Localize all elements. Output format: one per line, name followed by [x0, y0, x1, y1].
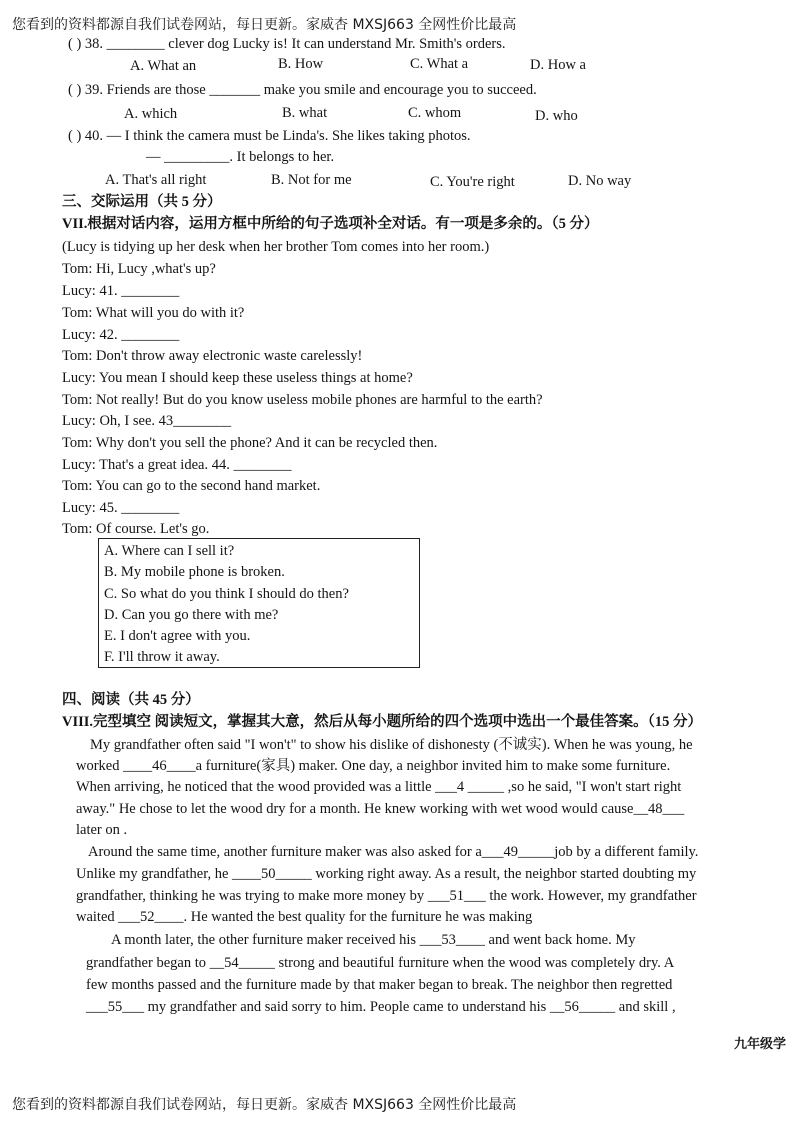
q39-stem: ( ) 39. Friends are those _______ make you smile and encourage you to succeed.: [68, 82, 537, 98]
options-box: [98, 538, 420, 668]
passage-line: Unlike my grandfather, he ____50_____ working right away. As a result, the neighbor started doubting my: [76, 866, 697, 882]
dialogue-line: Lucy: Oh, I see. 43________: [62, 413, 232, 429]
passage-line: waited ___52____. He wanted the best quality for the furniture he was making: [76, 909, 533, 925]
grade-tag: 九年级学: [733, 1037, 786, 1052]
box-option-b: B. My mobile phone is broken.: [104, 564, 285, 580]
passage-line: A month later, the other furniture maker received his ___53____ and went back home. My: [111, 932, 636, 948]
box-option-c: C. So what do you think I should do then?: [104, 586, 349, 602]
passage-line: grandfather, thinking he was trying to make more money by ___51___ the work. However, my grandfather: [76, 888, 697, 904]
q39-option-b: B. what: [282, 105, 328, 121]
bottom-banner: 您看到的资料都源自我们试卷网站，每日更新。家威杏 MXSJ663 全网性价比最高: [12, 1097, 517, 1113]
dialogue-line: Tom: Not really! But do you know useless mobile phones are harmful to the earth?: [62, 392, 543, 408]
box-option-d: D. Can you go there with me?: [104, 607, 279, 623]
dialogue-line: Lucy: That's a great idea. 44. ________: [62, 457, 292, 473]
q38-option-b: B. How: [278, 56, 324, 72]
q40-stem: ( ) 40. — I think the camera must be Linda's. She likes taking photos.: [68, 128, 471, 144]
top-banner: 您看到的资料都源自我们试卷网站，每日更新。家威杏 MXSJ663 全网性价比最高: [12, 17, 517, 33]
passage-line: Around the same time, another furniture maker was also asked for a___49_____job by a different family.: [88, 844, 699, 860]
dialogue-line: Tom: You can go to the second hand market.: [62, 478, 321, 494]
dialogue-line: Lucy: You mean I should keep these useless things at home?: [62, 370, 413, 386]
dialogue-line: Lucy: 42. ________: [62, 327, 180, 343]
box-option-f: F. I'll throw it away.: [104, 649, 220, 665]
section-7-context: (Lucy is tidying up her desk when her brother Tom comes into her room.): [62, 239, 490, 255]
q39-option-d: D. who: [535, 108, 578, 124]
passage-line: worked ____46____a furniture(家具) maker. One day, a neighbor invited him to make some furniture.: [76, 758, 671, 774]
q39-option-c: C. whom: [408, 105, 462, 121]
q38-option-c: C. What a: [410, 56, 469, 72]
q38-option-d: D. How a: [530, 57, 586, 73]
q40-option-b: B. Not for me: [271, 172, 352, 188]
box-option-e: E. I don't agree with you.: [104, 628, 251, 644]
box-option-a: A. Where can I sell it?: [104, 543, 235, 559]
q40-option-d: D. No way: [568, 173, 632, 189]
q38-option-a: A. What an: [130, 58, 197, 74]
passage-line: grandfather began to __54_____ strong and beautiful furniture when the wood was completely dry. A: [86, 955, 675, 971]
q39-option-a: A. which: [124, 106, 178, 122]
dialogue-line: Tom: Of course. Let's go.: [62, 521, 210, 537]
passage-line: ___55___ my grandfather and said sorry to him. People came to understand his __56_____ and skill ,: [86, 999, 676, 1015]
section-3-title: 三、交际运用（共 5 分）: [62, 194, 222, 210]
passage-line: later on .: [76, 822, 128, 838]
dialogue-line: Lucy: 45. ________: [62, 500, 180, 516]
passage-line: My grandfather often said "I won't" to show his dislike of dishonesty (不诚实). When he was young, he: [90, 737, 693, 753]
dialogue-line: Tom: Why don't you sell the phone? And it can be recycled then.: [62, 435, 438, 451]
dialogue-line: Tom: Hi, Lucy ,what's up?: [62, 261, 216, 277]
passage-line: few months passed and the furniture made by that maker began to break. The neighbor then regretted: [86, 977, 673, 993]
q38-stem: ( ) 38. ________ clever dog Lucky is! It can understand Mr. Smith's orders.: [68, 36, 506, 52]
q40-stem-reply: — _________. It belongs to her.: [146, 149, 335, 165]
section-4-title: 四、阅读（共 45 分）: [62, 692, 200, 708]
q40-option-c: C. You're right: [430, 174, 515, 190]
dialogue-line: Tom: What will you do with it?: [62, 305, 245, 321]
dialogue-line: Tom: Don't throw away electronic waste carelessly!: [62, 348, 363, 364]
section-7-instructions: VII.根据对话内容，运用方框中所给的句子选项补全对话。有一项是多余的。（5 分）: [62, 216, 599, 232]
passage-line: When arriving, he noticed that the wood provided was a little ___4 _____ ,so he said, "I won't start right: [76, 779, 682, 795]
section-8-instructions: VIII.完型填空 阅读短文，掌握其大意，然后从每小题所给的四个选项中选出一个最佳答案。（15 分）: [62, 714, 703, 730]
q40-option-a: A. That's all right: [105, 172, 207, 188]
dialogue-line: Lucy: 41. ________: [62, 283, 180, 299]
passage-line: away." He chose to let the wood dry for a month. He knew working with wet wood would cause__48___: [76, 801, 685, 817]
